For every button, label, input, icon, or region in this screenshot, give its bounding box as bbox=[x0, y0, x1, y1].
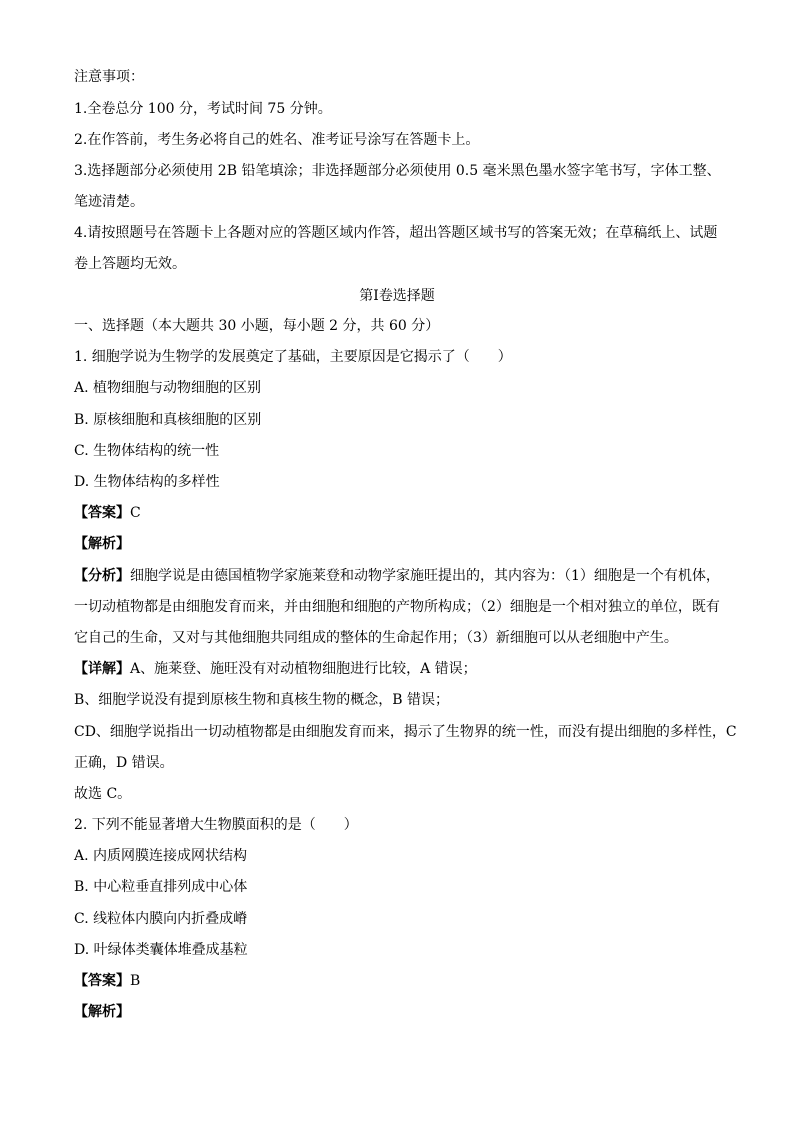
analysis-line bbox=[74, 566, 720, 586]
notice-item: 1.全卷总分 100 分，考试时间 75 分钟。 bbox=[74, 101, 332, 117]
notice-item: 3.选择题部分必须使用 2B 铅笔填涂；非选择题部分必须使用 0.5 毫米黑色墨水签字笔书写，字体工整、 bbox=[74, 163, 721, 179]
answer-value: B bbox=[130, 973, 141, 989]
detail-line: 故选 C。 bbox=[74, 786, 132, 802]
question-option: A. 植物细胞与动物细胞的区别 bbox=[74, 380, 262, 396]
analysis-text: 细胞学说是由德国植物学家施莱登和动物学家施旺提出的，其内容为：（1）细胞是一个有机体， bbox=[130, 568, 720, 584]
question-stem: 1. 细胞学说为生物学的发展奠定了基础，主要原因是它揭示了（ ） bbox=[74, 349, 512, 365]
answer-value: C bbox=[130, 505, 141, 521]
question-stem: 2. 下列不能显著增大生物膜面积的是（ ） bbox=[74, 817, 358, 833]
notice-item: 卷上答题均无效。 bbox=[74, 256, 186, 272]
answer-label: 【答案】 bbox=[74, 973, 130, 989]
detail-line: B、细胞学说没有提到原核生物和真核生物的概念，B 错误； bbox=[74, 692, 450, 708]
analysis-label: 【解析】 bbox=[74, 536, 130, 552]
question-option: D. 生物体结构的多样性 bbox=[74, 474, 220, 490]
question-option: B. 中心粒垂直排列成中心体 bbox=[74, 879, 248, 895]
notice-item: 笔迹清楚。 bbox=[74, 194, 144, 210]
answer-line bbox=[74, 503, 141, 523]
analysis-line: 它自己的生命，又对与其他细胞共同组成的整体的生命起作用；（3）新细胞可以从老细胞中产生。 bbox=[74, 630, 678, 646]
analysis-line: 一切动植物都是由细胞发育而来，并由细胞和细胞的产物所构成；（2）细胞是一个相对独立的单位，既有 bbox=[74, 599, 720, 615]
section-title: 第Ⅰ卷选择题 bbox=[359, 288, 435, 304]
notice-item: 4.请按照题号在答题卡上各题对应的答题区域内作答，超出答题区域书写的答案无效；在草稿纸上、试题 bbox=[74, 225, 718, 241]
notice-heading: 注意事项： bbox=[74, 69, 144, 85]
answer-label: 【答案】 bbox=[74, 505, 130, 521]
analysis-label: 【解析】 bbox=[74, 1004, 130, 1020]
detail-tag: 【详解】 bbox=[74, 661, 130, 677]
part-title: 一、选择题（本大题共 30 小题，每小题 2 分，共 60 分） bbox=[74, 318, 440, 334]
detail-line: 正确，D 错误。 bbox=[74, 755, 174, 771]
notice-item: 2.在作答前，考生务必将自己的姓名、准考证号涂写在答题卡上。 bbox=[74, 132, 480, 148]
detail-line bbox=[74, 659, 477, 679]
analysis-tag: 【分析】 bbox=[74, 568, 130, 584]
answer-line bbox=[74, 971, 140, 991]
question-option: C. 生物体结构的统一性 bbox=[74, 443, 220, 459]
question-option: A. 内质网膜连接成网状结构 bbox=[74, 848, 248, 864]
question-option: B. 原核细胞和真核细胞的区别 bbox=[74, 412, 262, 428]
question-option: C. 线粒体内膜向内折叠成嵴 bbox=[74, 911, 248, 927]
detail-line: CD、细胞学说指出一切动植物都是由细胞发育而来，揭示了生物界的统一性，而没有提出细胞的多样性，C bbox=[74, 724, 737, 740]
detail-text: A、施莱登、施旺没有对动植物细胞进行比较，A 错误； bbox=[130, 661, 477, 677]
question-option: D. 叶绿体类囊体堆叠成基粒 bbox=[74, 942, 248, 958]
